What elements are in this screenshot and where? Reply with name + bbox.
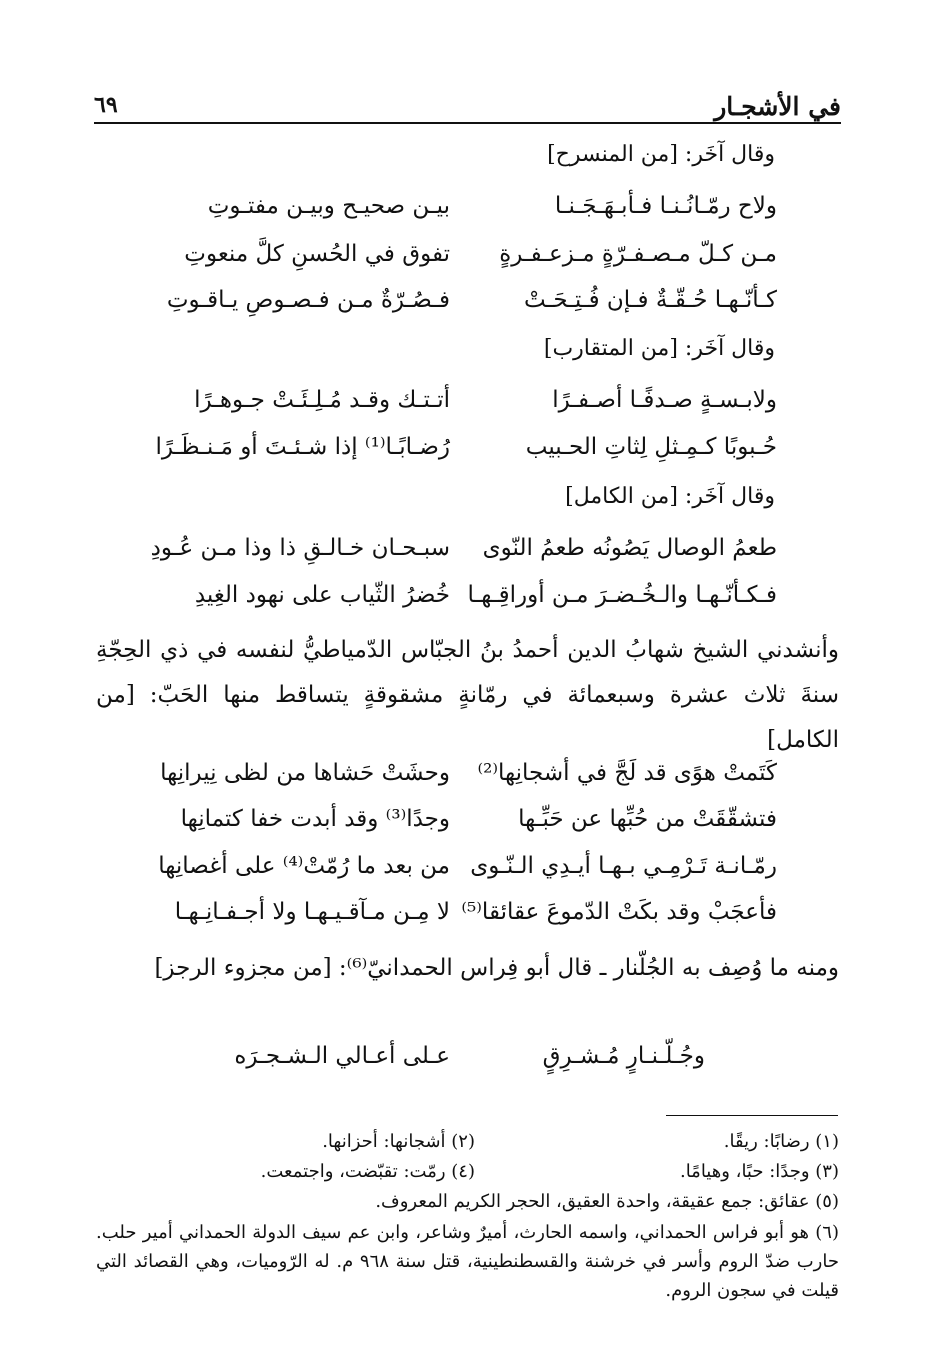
verse-second-hemistich: تفوق في الحُسنِ كلَّ منعوتِ [184, 241, 450, 267]
verse-second-hemistich: وحشَتْ حَشاها من لظى نِيرانِها [160, 760, 450, 786]
verse-first-hemistich: فأعجَبْ وقد بكَتْ الدّموعَ عقائقا⁽⁵⁾ [461, 899, 777, 925]
footnote: (٢) أشجانها: أحزانها. [322, 1131, 475, 1152]
verse-line [150, 853, 777, 893]
verse-first-hemistich: مـن كـلّ مـصـفـرّةٍ مـزعـفـرةٍ [499, 241, 777, 267]
verse-first-hemistich: كَتَمتْ هوًى قد لَجَّ في أشجانِها⁽²⁾ [477, 760, 777, 786]
verse-line [150, 434, 777, 474]
footnote-separator [666, 1115, 838, 1116]
footnote: (٤) رمّت: تقبّضت، واجتمعت. [260, 1161, 475, 1182]
footnote: (٣) وجدًا: حبًا، وهيامًا. [679, 1161, 839, 1182]
verse-first-hemistich: وجُـلّـنـارٍ مُـشـرِقٍ [542, 1043, 705, 1069]
verse-first-hemistich: طعمُ الوصال يَصُونُه طعمُ النّوى [482, 535, 777, 561]
verse-first-hemistich: فـكـأنّـهـا والـخُـضـرَ مـن أوراقِـهـا [467, 582, 777, 608]
prose-paragraph: ومنه ما وُصِف به الجُلّنار ـ قال أبو فِراس الحمدانيّ⁽⁶⁾: [من مجزوء الرجز] [154, 955, 839, 981]
verse-line [150, 760, 777, 800]
page-header [94, 92, 841, 124]
verse-line [230, 1043, 705, 1083]
verse-line [150, 535, 777, 575]
verse-first-hemistich: كـأنّـهـا حُـقّـةٌ فـإن فُـتِـحَـتْ [524, 287, 777, 313]
verse-line [150, 387, 777, 427]
verse-second-hemistich: خُضرُ الثّياب على نهود الغِيدِ [194, 582, 450, 608]
verse-first-hemistich: حُـبوبًا كـمِـثلِ لِثاتِ الحـبيب [525, 434, 777, 460]
footnote: (١) رضابًا: ريقًا. [723, 1131, 839, 1152]
verse-first-hemistich: ولابـسـةٍ صـدفًـا أصـفـرًا [552, 387, 777, 413]
verse-first-hemistich: فتشقّقَتْ من حُبِّها عن حَبِّـها [518, 806, 777, 832]
verse-line [150, 899, 777, 939]
footnote: (٦) هو أبو فراس الحمداني، واسمه الحارث، أميرٌ وشاعر، وابن عم سيف الدولة الحمداني أمير حلب. حارب ضدّ الروم وأسر في خرشنة والقسطنطينية، قتل سنة ٩٦٨ م. له الرّوميات، وهي القصائد التي قيلت في سجون الروم. [96, 1222, 839, 1301]
verse-second-hemistich: لا مِـن مـآقـيـهـا ولا أجـفـانِـهـا [174, 899, 450, 925]
verse-line [150, 193, 777, 233]
verse-second-hemistich: من بعد ما رُمّتْ⁽⁴⁾ على أغصانِها [158, 853, 450, 879]
poem-intro: وقال آخَر: [من المنسرح] [547, 142, 775, 167]
verse-line [150, 241, 777, 281]
verse-second-hemistich: سبـحـان خـالـقِ ذا وذا مـن عُـودِ [150, 535, 450, 561]
footnote: (٥) عقائق: جمع عقيقة، واحدة العقيق، الحجر الكريم المعروف. [375, 1191, 839, 1212]
verse-second-hemistich: عـلى أعـالي الـشـجـرَه [234, 1043, 450, 1069]
verse-first-hemistich: رمّـانـة تَـرْمِـي بـهـا أيـدِي الـنّـوى [470, 853, 777, 879]
prose-paragraph: وأنشدني الشيخ شهابُ الدين أحمدُ بنُ الجبّاس الدّمياطيُّ لنفسه في ذي الحِجّةِ سنةَ ثلاث عشرة وسبعمائة في رمّانةٍ مشقوقةٍ يتساقط منها الحَبّ: [من الكامل] [96, 637, 839, 753]
verse-line [150, 806, 777, 846]
verse-second-hemistich: رُضـابًـا⁽¹⁾ إذا شـئـتَ أو مَـنـظَـرًا [155, 434, 450, 460]
verse-second-hemistich: بيـن صحيـح وبيـن مفتـوتِ [207, 193, 450, 219]
verse-second-hemistich: أتـتـك وقـد مُـلِـئَـتْ جـوهـرًا [194, 387, 450, 413]
poem-intro: وقال آخَر: [من الكامل] [565, 484, 775, 509]
verse-line [150, 287, 777, 327]
verse-second-hemistich: فـصُـرّةٌ مـن فـصـوصِ يـاقـوتِ [166, 287, 450, 313]
verse-second-hemistich: وجدًا⁽³⁾ وقد أبدت خفا كتمانِها [180, 806, 450, 832]
verse-first-hemistich: ولاح رمّـانُـنـا فـأبـهَـجَـنـا [554, 193, 777, 219]
verse-line [150, 582, 777, 622]
running-title: في الأشجـار [714, 92, 841, 121]
poem-intro: وقال آخَر: [من المتقارب] [543, 336, 775, 361]
page-number: ٦٩ [94, 92, 118, 118]
